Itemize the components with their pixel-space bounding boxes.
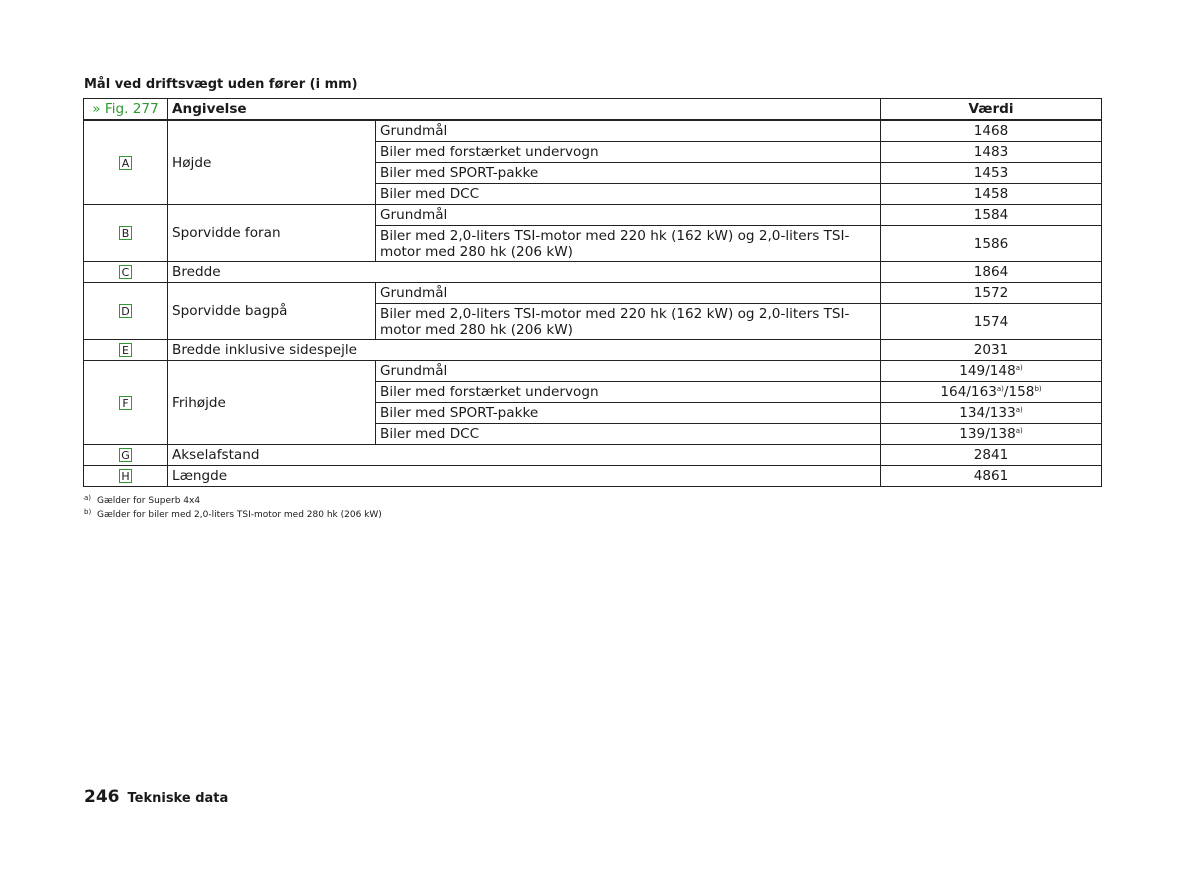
value-text: 164/163: [940, 384, 997, 400]
row-value: 1864: [881, 262, 1102, 283]
row-letter-cell: [84, 120, 168, 205]
row-letter-cell: [84, 340, 168, 361]
dimensions-table: [83, 98, 1102, 487]
footnote-ref-a: a): [996, 385, 1004, 393]
row-value: 4861: [881, 466, 1102, 487]
table-row: [84, 120, 1102, 142]
footnote-mark: b): [84, 508, 92, 516]
table-row: [84, 466, 1102, 487]
row-label: Akselafstand: [168, 445, 881, 466]
row-description: Biler med DCC: [376, 424, 881, 445]
row-description: Grundmål: [376, 205, 881, 226]
row-description: Biler med DCC: [376, 184, 881, 205]
section-title: Tekniske data: [127, 791, 229, 806]
footnote-ref-a: a): [1015, 427, 1023, 435]
row-description: Biler med SPORT-pakke: [376, 403, 881, 424]
table-header-row: [84, 99, 1102, 121]
header-vaerdi: Værdi: [881, 99, 1102, 121]
footnote-a: [84, 493, 200, 507]
row-letter-cell: [84, 283, 168, 340]
page-number: 246: [84, 787, 120, 807]
footnote-ref-b: b): [1034, 385, 1042, 393]
row-value: 1453: [881, 163, 1102, 184]
row-value: [881, 361, 1102, 382]
row-description: Biler med forstærket undervogn: [376, 142, 881, 163]
value-text: 139/138: [959, 426, 1016, 442]
letter-marker-e: E: [119, 343, 132, 357]
letter-marker-g: G: [119, 448, 132, 462]
row-description: Biler med forstærket undervogn: [376, 382, 881, 403]
footnote-b: [84, 507, 382, 521]
row-label: Bredde inklusive sidespejle: [168, 340, 881, 361]
letter-marker-a: A: [119, 156, 132, 170]
row-value: 1572: [881, 283, 1102, 304]
row-letter-cell: [84, 262, 168, 283]
row-value: 1483: [881, 142, 1102, 163]
row-letter-cell: [84, 361, 168, 445]
row-value: [881, 403, 1102, 424]
row-description: Grundmål: [376, 361, 881, 382]
letter-marker-c: C: [119, 265, 132, 279]
footnote-text: Gælder for biler med 2,0-liters TSI-motor med 280 hk (206 kW): [97, 510, 382, 520]
footnote-mark: a): [84, 494, 92, 502]
row-label: Bredde: [168, 262, 881, 283]
row-letter-cell: [84, 466, 168, 487]
row-label: Sporvidde foran: [168, 205, 376, 262]
value-text: /158: [1003, 384, 1035, 400]
row-value: [881, 382, 1102, 403]
row-value: 1458: [881, 184, 1102, 205]
letter-marker-h: H: [119, 469, 132, 483]
row-label: Frihøjde: [168, 361, 376, 445]
row-letter-cell: [84, 445, 168, 466]
row-label: Sporvidde bagpå: [168, 283, 376, 340]
table-row: [84, 445, 1102, 466]
row-description: Biler med 2,0-liters TSI-motor med 220 hk (162 kW) og 2,0-liters TSI-motor med 280 hk (206 kW): [376, 226, 881, 262]
header-angivelse: Angivelse: [168, 99, 881, 121]
letter-marker-b: B: [119, 226, 132, 240]
row-value: 1586: [881, 226, 1102, 262]
row-value: [881, 424, 1102, 445]
table-row: [84, 340, 1102, 361]
row-description: Grundmål: [376, 283, 881, 304]
row-label: Længde: [168, 466, 881, 487]
figure-reference-link[interactable]: » Fig. 277: [84, 99, 168, 121]
row-description: Biler med SPORT-pakke: [376, 163, 881, 184]
letter-marker-f: F: [119, 396, 132, 410]
row-value: 2031: [881, 340, 1102, 361]
row-value: 2841: [881, 445, 1102, 466]
value-text: 134/133: [959, 405, 1016, 421]
table-row: [84, 361, 1102, 382]
row-label: Højde: [168, 120, 376, 205]
row-value: 1584: [881, 205, 1102, 226]
row-value: 1574: [881, 304, 1102, 340]
table-row: [84, 205, 1102, 226]
row-letter-cell: [84, 205, 168, 262]
letter-marker-d: D: [119, 304, 132, 318]
table-row: [84, 283, 1102, 304]
table-row: [84, 262, 1102, 283]
footnote-text: Gælder for Superb 4x4: [97, 496, 201, 506]
footnote-ref-a: a): [1015, 406, 1023, 414]
row-value: 1468: [881, 120, 1102, 142]
table-title: Mål ved driftsvægt uden fører (i mm): [84, 77, 358, 92]
footnote-ref-a: a): [1015, 364, 1023, 372]
value-text: 149/148: [959, 363, 1016, 379]
row-description: Grundmål: [376, 120, 881, 142]
row-description: Biler med 2,0-liters TSI-motor med 220 hk (162 kW) og 2,0-liters TSI-motor med 280 hk (206 kW): [376, 304, 881, 340]
page-footer: [84, 787, 228, 807]
